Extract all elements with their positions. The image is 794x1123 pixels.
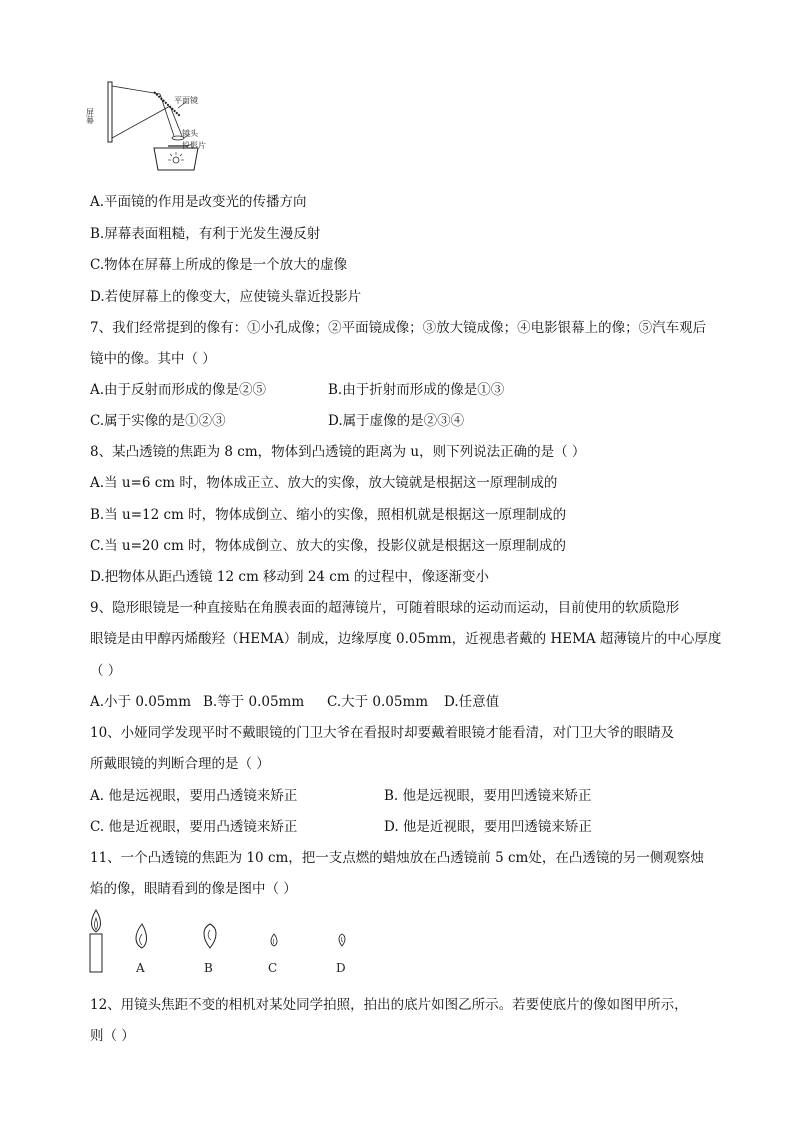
q6-option-b: B.屏幕表面粗糙，有利于光发生漫反射 [90, 226, 321, 242]
q6-option-a: A.平面镜的作用是改变光的传播方向 [90, 194, 307, 210]
q7-option-b: B.由于折射而形成的像是①③ [328, 382, 505, 398]
q12-stem-line2: 则（ ） [90, 1028, 135, 1044]
q7-option-d: D.属于虚像的是②③④ [328, 413, 465, 429]
q9-option-a: A.小于 0.05mm [90, 694, 191, 710]
q8-option-c: C.当 u=20 cm 时，物体成倒立、放大的实像，投影仪就是根据这一原理制成的 [90, 538, 567, 554]
mirror-label: 平面镜 [174, 96, 198, 105]
q11-stem-line2: 焰的像，眼睛看到的像是图中（ ） [90, 881, 297, 897]
q10-stem-line1: 10、小娅同学发现平时不戴眼镜的门卫大爷在看报时却要戴着眼镜才能看清，对门卫大爷的眼睛及 [90, 725, 675, 741]
flame-option-c [271, 934, 277, 946]
q10-option-a: A. 他是远视眼，要用凸透镜来矫正 [90, 788, 298, 804]
q7-stem-line1: 7、我们经常提到的像有：①小孔成像；②平面镜成像；③放大镜成像；④电影银幕上的像；⑤汽车观后 [90, 320, 707, 336]
q12-stem-line1: 12、用镜头焦距不变的相机对某处同学拍照，拍出的底片如图乙所示。若要使底片的像如图甲所示， [90, 997, 688, 1013]
flame-label-a: A [136, 961, 145, 975]
q9-stem-line1: 9、隐形眼镜是一种直接贴在角膜表面的超薄镜片，可随着眼球的运动而运动，目前使用的软质隐形 [90, 600, 680, 616]
q7-option-a: A.由于反射而形成的像是②⑤ [90, 382, 267, 398]
q8-option-b: B.当 u=12 cm 时，物体成倒立、缩小的实像，照相机就是根据这一原理制成的 [90, 507, 567, 523]
q10-option-d: D. 他是近视眼，要用凹透镜来矫正 [384, 819, 592, 835]
screen-board [108, 82, 112, 142]
q6-option-d: D.若使屏幕上的像变大，应使镜头靠近投影片 [90, 289, 362, 305]
q9-option-d: D.任意值 [444, 694, 500, 710]
q8-stem: 8、某凸透镜的焦距为 8 cm，物体到凸透镜的距离为 u，则下列说法正确的是（ ） [90, 444, 586, 460]
q8-option-d: D.把物体从距凸透镜 12 cm 移动到 24 cm 的过程中，像逐渐变小 [90, 569, 489, 585]
q9-option-c: C.大于 0.05mm [327, 694, 429, 710]
lens-label: 镜头 [182, 129, 198, 138]
q8-option-a: A.当 u=6 cm 时，物体成正立、放大的实像，放大镜就是根据这一原理制成的 [90, 475, 558, 491]
q10-stem-line2: 所戴眼镜的判断合理的是（ ） [90, 756, 270, 772]
q9-option-b: B.等于 0.05mm [203, 694, 305, 710]
q7-option-c: C.属于实像的是①②③ [90, 413, 226, 429]
flame-label-c: C [268, 961, 278, 975]
projector-diagram [85, 78, 218, 176]
q10-option-c: C. 他是近视眼，要用凸透镜来矫正 [90, 819, 298, 835]
q9-stem-line2: 眼镜是由甲醇丙烯酸羟（HEMA）制成，边缘厚度 0.05mm，近视患者戴的 HEMA 超薄镜片的中心厚度 [90, 631, 722, 647]
candle-figure [84, 908, 374, 976]
slide-label: 投影片 [182, 141, 206, 150]
flame-option-d [339, 934, 345, 946]
q10-option-b: B. 他是远视眼，要用凹透镜来矫正 [384, 788, 592, 804]
q6-option-c: C.物体在屏幕上所成的像是一个放大的虚像 [90, 257, 348, 273]
candle-object [90, 910, 102, 972]
flame-label-d: D [336, 961, 346, 975]
flame-label-b: B [204, 961, 213, 975]
flame-option-a [136, 924, 147, 948]
q7-stem-line2: 镜中的像。其中（ ） [90, 351, 216, 367]
flame-option-b [204, 924, 216, 948]
q11-stem-line1: 11、一个凸透镜的焦距为 10 cm，把一支点燃的蜡烛放在凸透镜前 5 cm处，在凸透镜的另一侧观察烛 [90, 850, 704, 866]
screen-label: 屏幕 [85, 108, 95, 124]
q9-stem-line3: （ ） [90, 663, 122, 679]
